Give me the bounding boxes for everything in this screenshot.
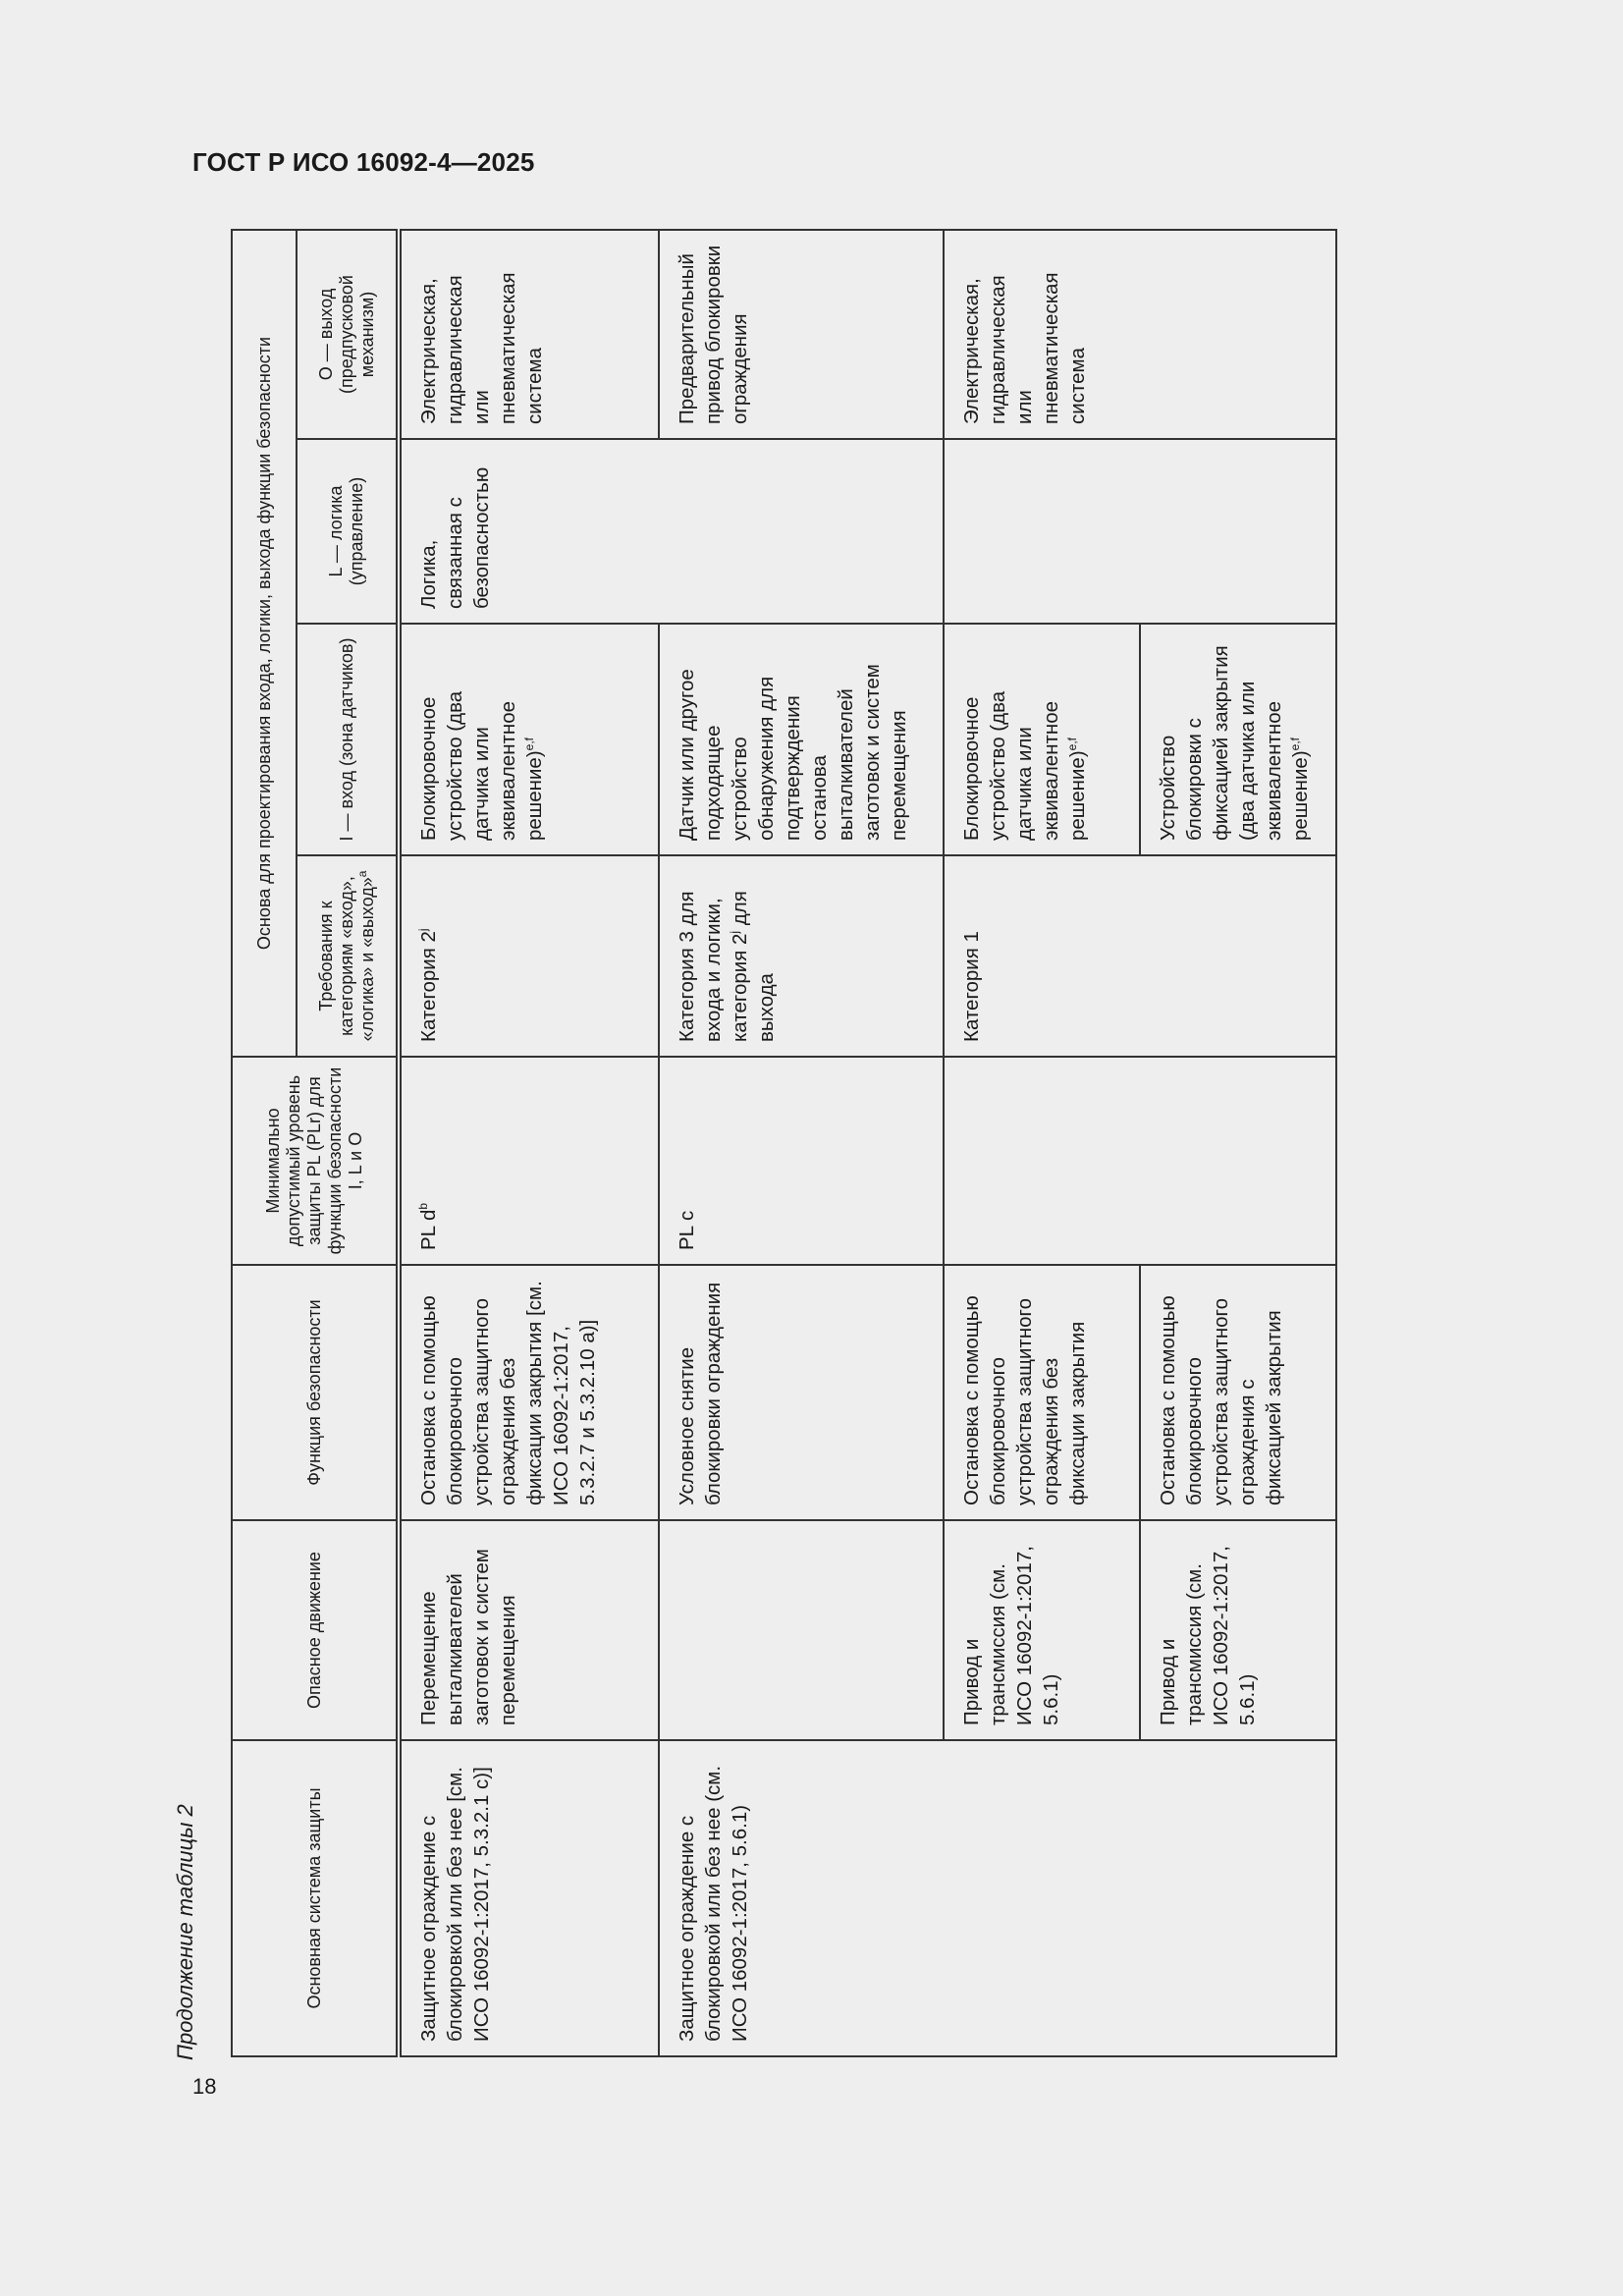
cell-motion: Перемещение выталкивателей заготовок и систем перемещения	[399, 1520, 659, 1740]
cell-pl: PL c	[659, 1057, 944, 1265]
cell-output: Предварительный привод блокировки ограждения	[659, 230, 944, 439]
header-input: I — вход (зона датчиков)	[297, 624, 399, 855]
cell-motion-continued	[659, 1520, 944, 1740]
cell-category: Категория 3 для входа и логики, категория 2$^j$ для выхода	[659, 855, 944, 1057]
document-code: ГОСТ Р ИСО 16092-4—2025	[192, 147, 535, 177]
table-caption: Продолжение таблицы 2	[173, 1804, 197, 2060]
safety-table	[231, 229, 1337, 2057]
cell-function: Остановка с помощью блокировочного устройства защитного ограждения без фиксации закрытия [см. ИСО 16092-1:2017, 5.3.2.7 и 5.3.2.10 a)]	[399, 1265, 659, 1520]
rotated-table	[231, 231, 1335, 2057]
cell-category: Категория 1	[944, 855, 1336, 1057]
page-number: 18	[192, 2074, 217, 2099]
header-hazardous-motion: Опасное движение	[232, 1520, 399, 1740]
cell-logic: Логика, связанная с безопасностью	[399, 439, 944, 624]
cell-input: Устройство блокировки с фиксацией закрытия (два датчика или эквивалентное решение)$^{e,f}$	[1140, 624, 1336, 855]
header-basic-system: Основная система защиты	[232, 1740, 399, 2056]
cell-input: Блокировочное устройство (два датчика или эквивалентное решение)$^{e,f}$	[399, 624, 659, 855]
cell-logic-empty	[944, 439, 1336, 624]
cell-output: Электрическая, гидравлическая или пневматическая система	[399, 230, 659, 439]
table-header	[232, 230, 399, 2056]
cell-motion: Привод и трансмиссия (см. ИСО 16092-1:2017, 5.6.1)	[944, 1520, 1140, 1740]
cell-function: Остановка с помощью блокировочного устройства защитного ограждения без фиксации закрытия	[944, 1265, 1140, 1520]
cell-function: Условное снятие блокировки ограждения	[659, 1265, 944, 1520]
cell-input: Датчик или другое подходящее устройство обнаружения для подтверждения останова выталкивателей заготовок и систем перемещения	[659, 624, 944, 855]
cell-pl-empty	[944, 1057, 1336, 1265]
header-basis-group: Основа для проектирования входа, логики, выхода функции безопасности	[232, 230, 297, 1057]
cell-category: Категория 2$^j$	[399, 855, 659, 1057]
cell-system: Защитное ограждение с блокировкой или без нее [см. ИСО 16092-1:2017, 5.3.2.1 c)]	[399, 1740, 659, 2056]
cell-system: Защитное ограждение с блокировкой или без нее (см. ИСО 16092-1:2017, 5.6.1)	[659, 1740, 1336, 2056]
header-logic: L — логика (управление)	[297, 439, 399, 624]
header-safety-function: Функция безопасности	[232, 1265, 399, 1520]
cell-output: Электрическая, гидравлическая или пневматическая система	[944, 230, 1336, 439]
header-min-pl: Минимально допустимый уровень защиты PL (PLr) для функции безопасности I, L и O	[232, 1057, 399, 1265]
cell-motion: Привод и трансмиссия (см. ИСО 16092-1:2017, 5.6.1)	[1140, 1520, 1336, 1740]
table-body	[399, 230, 1336, 2056]
header-output: O — выход (предпусковой механизм)	[297, 230, 399, 439]
table-row	[399, 230, 659, 2056]
header-category-requirements: Требования к категориям «вход», «логика» и «выход»$^a$	[297, 855, 399, 1057]
cell-input: Блокировочное устройство (два датчика или эквивалентное решение)$^{e,f}$	[944, 624, 1140, 855]
cell-function: Остановка с помощью блокировочного устройства защитного ограждения с фиксацией закрытия	[1140, 1265, 1336, 1520]
cell-pl: PL $d^b$	[399, 1057, 659, 1265]
